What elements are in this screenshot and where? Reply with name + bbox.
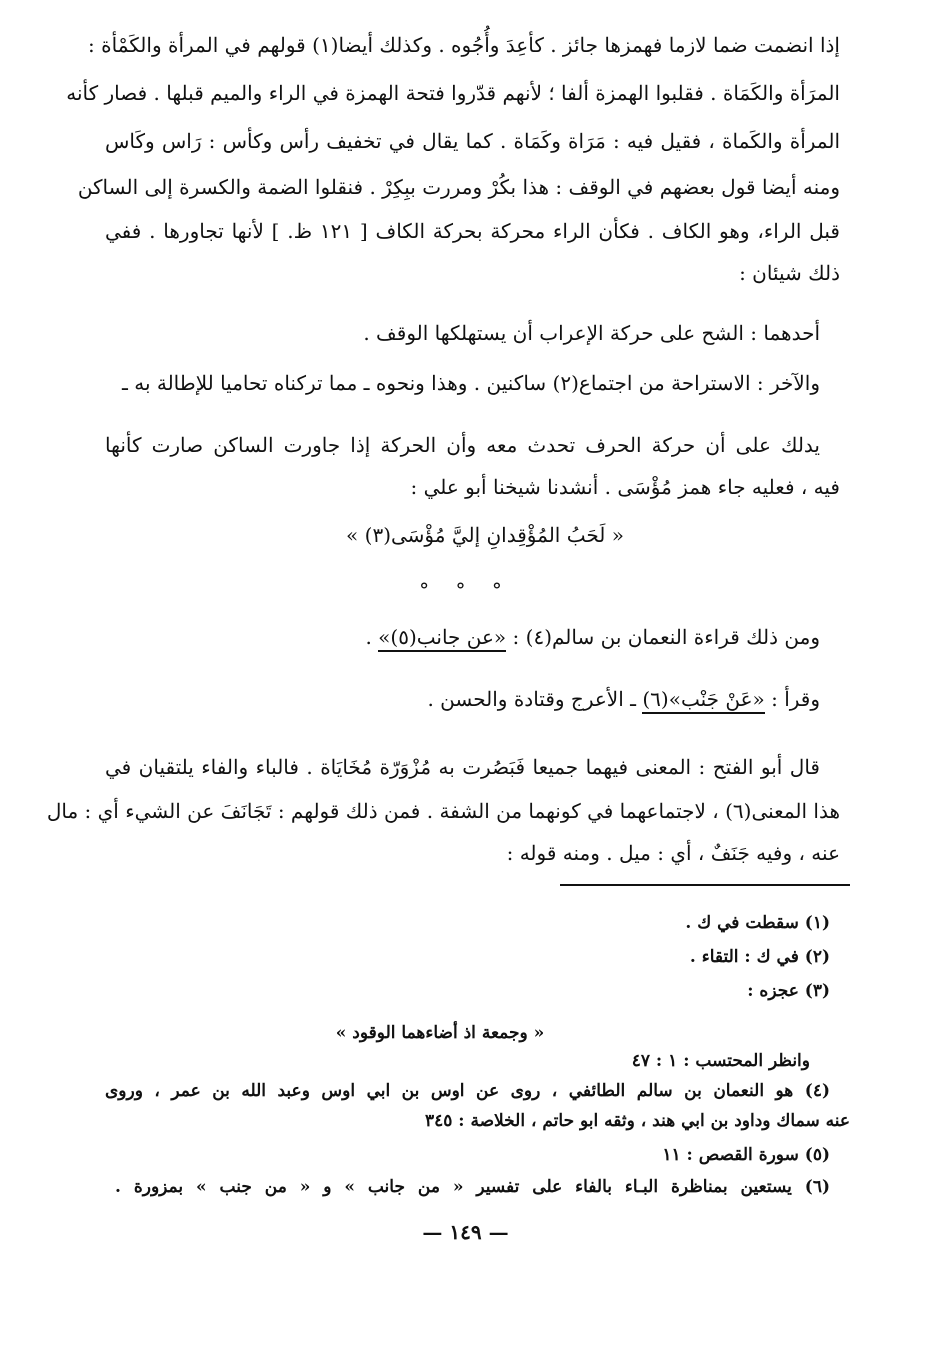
paragraph3-line-2: هذا المعنى(٦) ، لاجتماعهما في كونهما من الشفة . فمن ذلك قولهم : تَجَانَفَ عن الشيء أي : مال <box>46 799 840 823</box>
footnote-1-text: سقطت في ك . <box>685 913 799 933</box>
verse-footnote: « وجمعة اذ أضاءهما الوقود » <box>335 1023 545 1043</box>
footnote-4-line-1 <box>105 1076 830 1106</box>
qara-line-suffix: ـ الأعرج وقتادة والحسن . <box>427 687 636 711</box>
qara-line-prefix: وقرأ : <box>771 687 820 711</box>
reading-line-suffix: . <box>365 625 372 649</box>
footnote-3-number: (٣) <box>804 981 830 1001</box>
footnote-5-text: سورة القصص : ١١ <box>662 1145 799 1165</box>
footnote-4-line-2: عنه سماك وداود بن ابي هند ، وثقه ابو حاتم ، الخلاصة : ٣٤٥ <box>424 1111 850 1131</box>
footnote-2-number: (٢) <box>804 947 830 967</box>
body-line-2: المرَأة والكَمَاة . فقلبوا الهمزة ألفا ؛ لأنهم قدّروا فتحة الهمزة في الراء والميم قبلها . فصار كأنه <box>66 81 840 105</box>
footnote-4-number: (٤) <box>804 1081 830 1101</box>
footnote-6-text: يستعين بمناظرة البـاء بالفاء على تفسير « من جانب » و « من جنب » بمزورة . <box>115 1177 792 1197</box>
reading-line <box>300 620 820 654</box>
paragraph3-line-3: عنه ، وفيه جَنَفٌ ، أي : ميل . ومنه قوله : <box>506 841 840 865</box>
footnote-5 <box>450 1140 830 1170</box>
footnote-2-text: في ك : التقاء . <box>689 947 799 967</box>
second-point: والآخر : الاستراحة من اجتماع(٢) ساكنين . وهذا ونحوه ـ مما تركناه تحاميا للإطالة به ـ <box>122 371 820 395</box>
footnote-4-text-1: هو النعمان بن سالم الطائفي ، روى عن اوس بن ابي اوس وعبد الله بن عمر ، وروى <box>105 1081 794 1101</box>
footnote-1 <box>450 908 830 938</box>
body-line-1: إذا انضمت ضما لازما فهمزها جائز . كأعِدَ وأُجُوه . وكذلك أيضا(١) قولهم في المرأة والكَمْأة : <box>88 33 840 57</box>
reading-quote: «عن جانب(٥)» <box>378 625 506 652</box>
paragraph3-line-1: قال أبو الفتح : المعنى فيهما جميعا فَبَصُرت به مُزْوَرّة مُخَايَاة . فالباء والفاء يلتقيان في <box>105 755 820 779</box>
body-line-4: ومنه أيضا قول بعضهم في الوقف : هذا بكُرْ ومررت ببِكِرْ . فنقلوا الضمة والكسرة إلى الساكن <box>77 175 840 199</box>
first-point: أحدهما : الشح على حركة الإعراب أن يستهلكها الوقف . <box>363 321 820 345</box>
paragraph2-line-1: يدلك على أن حركة الحرف تحدث معه وأن الحركة إذا جاورت الساكن صارت كأنها <box>105 433 820 457</box>
qara-line <box>300 682 820 716</box>
footnote-3 <box>450 976 830 1006</box>
body-line-6: ذلك شيئان : <box>739 261 840 285</box>
verse-quote: « لَحَبُ المُؤْقِدانِ إليَّ مُؤْسَى(٣) » <box>346 523 624 547</box>
footnote-divider <box>560 884 850 886</box>
footnote-6 <box>115 1172 830 1202</box>
page-number: — ١٤٩ — <box>422 1220 509 1244</box>
reading-line-prefix: ومن ذلك قراءة النعمان بن سالم(٤) : <box>512 625 820 649</box>
footnote-3-text: عجزه : <box>747 981 799 1001</box>
body-line-3: المرأة والكَماة ، فقيل فيه : مَرَاة وكَمَاة . كما يقال في تخفيف رأس وكأس : رَاس وكَاس <box>105 129 840 153</box>
muhtasab-reference: وانظر المحتسب : ١ : ٤٧ <box>631 1051 810 1071</box>
section-separator: ° ° ° <box>419 578 512 602</box>
body-line-5: قبل الراء، وهو الكاف . فكأن الراء محركة بحركة الكاف [ ١٢١ ظ. ] لأنها تجاورها . ففي <box>105 219 840 243</box>
footnote-6-number: (٦) <box>804 1177 830 1197</box>
qara-reading: «عَنْ جَنْب»(٦) <box>642 687 764 714</box>
footnote-2 <box>450 942 830 972</box>
footnote-1-number: (١) <box>804 913 830 933</box>
paragraph2-line-2: فيه ، فعليه جاء همز مُؤْسَى . أنشدنا شيخنا أبو علي : <box>410 475 840 499</box>
footnote-5-number: (٥) <box>804 1145 830 1165</box>
